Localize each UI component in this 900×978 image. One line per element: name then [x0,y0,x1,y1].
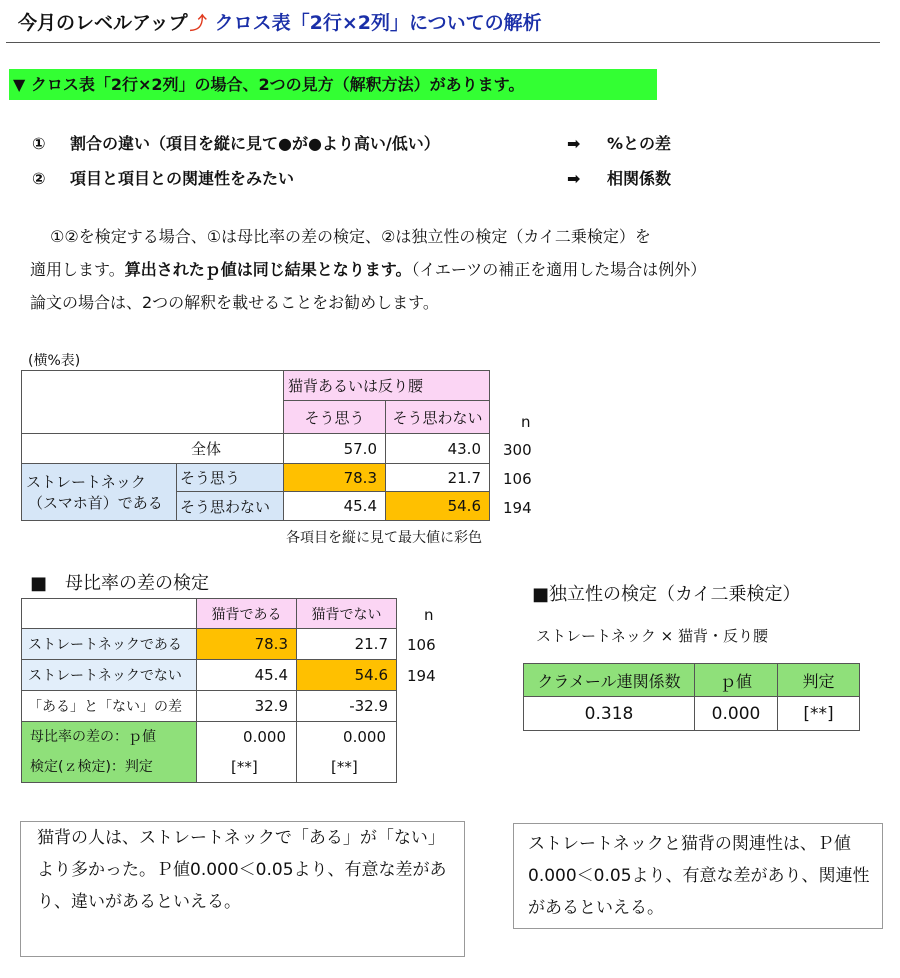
table2-test-col1 [196,721,297,783]
table2-p-value-1: 0.000 [243,728,286,746]
table2-n-header: n [424,606,434,624]
section2-title: ■独立性の検定（カイ二乗検定） [532,584,801,605]
point-1-result-text: %との差 [607,134,672,153]
table1-caption: (横%表) [28,353,81,369]
table1-cell-disagree-agree: 45.4 [283,491,386,521]
table2-col-not-hunched: 猫背でない [296,598,397,629]
paragraph-line-2c: （イエーツの補正を適用した場合は例外） [411,260,707,279]
section2-subtitle: ストレートネック × 猫背・反り腰 [536,627,768,645]
table1-row-group [21,463,177,521]
header-title: クロス表「2行×2列」についての解析 [214,12,542,34]
table2-test-label [21,721,197,783]
paragraph-line-1: ①②を検定する場合、①は母比率の差の検定、②は独立性の検定（カイ二乗検定）を [50,227,651,246]
table1-empty-corner [21,370,284,434]
paragraph-line-2b: 算出されたｐ値は同じ結果となります。 [124,260,412,279]
table1-col-agree: そう思う [283,400,386,434]
section1-title: ■ 母比率の差の検定 [30,573,210,594]
table3-header-p: ｐ値 [694,663,778,697]
table2-r1c1: 78.3 [196,628,297,660]
page-header [18,8,542,35]
paragraph-line-2a: 適用します。 [30,260,125,279]
table2-test-col2 [296,721,397,783]
table2-col-hunched: 猫背である [196,598,297,629]
table1-cell-agree-disagree: 21.7 [385,463,490,492]
table1-row-group-line2: （スマホ首）である [28,494,163,512]
header-divider [6,42,880,43]
table2-r2c2: 54.6 [296,659,397,691]
table2-row3-label: 「ある」と「ない」の差 [21,690,197,722]
table1-row2-n: 194 [503,499,532,517]
table2-r3c2: -32.9 [296,690,397,722]
table2-empty-corner [21,598,197,629]
table1-n-header: n [521,413,531,431]
table2-row1-label: ストレートネックである [21,628,197,660]
table1-total-n: 300 [503,441,532,459]
table2-judgement-2: [**] [331,758,358,776]
table1-col-disagree: そう思わない [385,400,490,434]
point-2 [32,166,294,189]
point-2-result [567,166,671,189]
table3-cramer-value: 0.318 [523,696,695,731]
table1-cell-agree-agree: 78.3 [283,463,386,492]
table1-col-group: 猫背あるいは反り腰 [283,370,490,401]
table2-test-label-line1: 母比率の差の：ｐ値 [30,729,156,745]
table2-row2-n: 194 [407,667,436,685]
table2-test-label-line2: 検定(ｚ検定)：判定 [30,759,153,775]
table1-total-label: 全体 [21,433,284,464]
point-2-result-text: 相関係数 [607,169,672,188]
arrow-right-icon: ➡ [567,169,581,188]
table1-total-agree: 57.0 [283,433,386,464]
table1-row-group-line1: ストレートネック [26,473,146,491]
table2-r3c1: 32.9 [196,690,297,722]
table3-header-cramer: クラメール連関係数 [523,663,695,697]
table2-judgement-1: [**] [231,758,258,776]
conclusion-independence: ストレートネックと猫背の関連性は、Ｐ値0.000＜0.05より、有意な差があり、関連性があるといえる。 [513,823,883,929]
level-up-arrow-icon: ⤴ [189,14,207,34]
section-banner: ▼ クロス表「2行×2列」の場合、2つの見方（解釈方法）があります。 [9,69,657,100]
table1-cell-disagree-disagree: 54.6 [385,491,490,521]
table2-r2c1: 45.4 [196,659,297,691]
point-1-result [567,131,671,154]
table2-row2-label: ストレートネックでない [21,659,197,691]
table1-note: 各項目を縦に見て最大値に彩色 [286,530,482,546]
point-2-text: 項目と項目との関連性をみたい [70,169,295,188]
table3-header-judgement: 判定 [777,663,860,697]
point-2-number: ② [32,169,46,188]
point-1-text: 割合の違い（項目を縦に見て●が●より高い/低い） [70,134,440,153]
table2-p-value-2: 0.000 [343,728,386,746]
paragraph-line-3: 論文の場合は、2つの解釈を載せることをお勧めします。 [30,293,439,312]
point-1-number: ① [32,134,46,153]
table1-row-agree-label: そう思う [176,463,284,492]
table1-row1-n: 106 [503,470,532,488]
conclusion-proportion: 猫背の人は、ストレートネックで「ある」が「ない」より多かった。Ｐ値0.000＜0.05より、有意な差があり、違いがあるといえる。 [20,821,465,957]
table2-r1c2: 21.7 [296,628,397,660]
table3-p-value: 0.000 [694,696,778,731]
paragraph-line-2 [30,257,706,280]
table3-judgement: [**] [777,696,860,731]
point-1 [32,131,440,154]
table2-row1-n: 106 [407,636,436,654]
table1-total-disagree: 43.0 [385,433,490,464]
table1-row-disagree-label: そう思わない [176,491,284,521]
arrow-right-icon: ➡ [567,134,581,153]
header-left: 今月のレベルアップ [18,12,188,34]
